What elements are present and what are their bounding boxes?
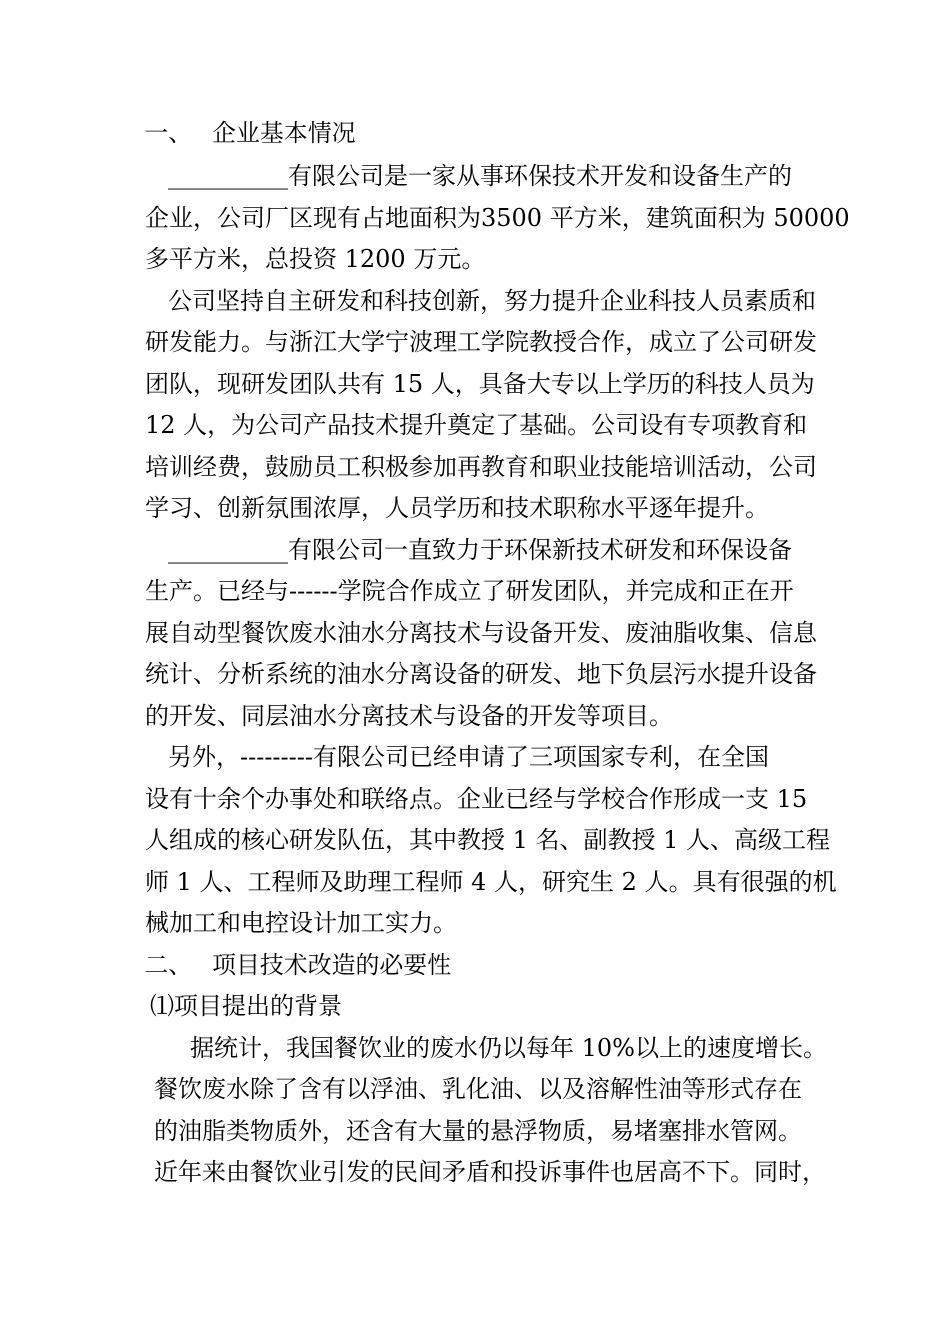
paragraph-line: 据统计，我国餐饮业的废水仍以每年 10%以上的速度增长。 bbox=[190, 1034, 827, 1062]
paragraph-line: 生产。已经与------学院合作成立了研发团队，并完成和正在开 bbox=[145, 577, 794, 605]
paragraph-line: 另外，---------有限公司已经申请了三项国家专利，在全国 bbox=[168, 743, 769, 771]
paragraph-line: 学习、创新氛围浓厚，人员学历和技术职称水平逐年提升。 bbox=[145, 494, 769, 522]
section-title: 企业基本情况 bbox=[212, 119, 356, 147]
paragraph-line: 企业，公司厂区现有占地面积为3500 平方米，建筑面积为 50000 bbox=[145, 204, 850, 232]
paragraph-line: 研发能力。与浙江大学宁波理工学院教授合作，成立了公司研发 bbox=[145, 328, 817, 356]
section-number: 一、 bbox=[144, 119, 193, 147]
paragraph-line: 多平方米，总投资 1200 万元。 bbox=[145, 245, 486, 273]
paragraph-line: 展自动型餐饮废水油水分离技术与设备开发、废油脂收集、信息 bbox=[145, 619, 817, 647]
paragraph-line: 师 1 人、工程师及助理工程师 4 人，研究生 2 人。具有很强的机 bbox=[145, 868, 837, 896]
paragraph-line: __________有限公司一直致力于环保新技术研发和环保设备 bbox=[168, 536, 792, 564]
paragraph-line: 械加工和电控设计加工实力。 bbox=[145, 909, 457, 937]
paragraph-line: 的油脂类物质外，还含有大量的悬浮物质，易堵塞排水管网。 bbox=[154, 1117, 802, 1145]
section-heading bbox=[0, 118, 946, 148]
paragraph-line: 人组成的核心研发队伍，其中教授 1 名、副教授 1 人、高级工程 bbox=[145, 826, 831, 854]
paragraph-line: __________有限公司是一家从事环保技术开发和设备生产的 bbox=[168, 162, 792, 190]
section-number: 二、 bbox=[144, 951, 193, 979]
paragraph-line: 12 人，为公司产品技术提升奠定了基础。公司设有专项教育和 bbox=[145, 411, 808, 439]
subsection-title: ⑴项目提出的背景 bbox=[150, 992, 342, 1020]
paragraph-line: 公司坚持自主研发和科技创新，努力提升企业科技人员素质和 bbox=[168, 287, 816, 315]
paragraph-line: 近年来由餐饮业引发的民间矛盾和投诉事件也居高不下。同时， bbox=[154, 1158, 826, 1186]
paragraph-line: 的开发、同层油水分离技术与设备的开发等项目。 bbox=[145, 702, 673, 730]
paragraph-line: 统计、分析系统的油水分离设备的研发、地下负层污水提升设备 bbox=[145, 660, 817, 688]
paragraph-line: 设有十余个办事处和联络点。企业已经与学校合作形成一支 15 bbox=[145, 785, 808, 813]
section-title: 项目技术改造的必要性 bbox=[212, 951, 452, 979]
paragraph-line: 餐饮废水除了含有以浮油、乳化油、以及溶解性油等形式存在 bbox=[154, 1075, 802, 1103]
paragraph-line: 培训经费，鼓励员工积极参加再教育和职业技能培训活动，公司 bbox=[145, 453, 817, 481]
paragraph-line: 团队，现研发团队共有 15 人，具备大专以上学历的科技人员为 bbox=[145, 370, 815, 398]
section-heading bbox=[0, 950, 946, 980]
